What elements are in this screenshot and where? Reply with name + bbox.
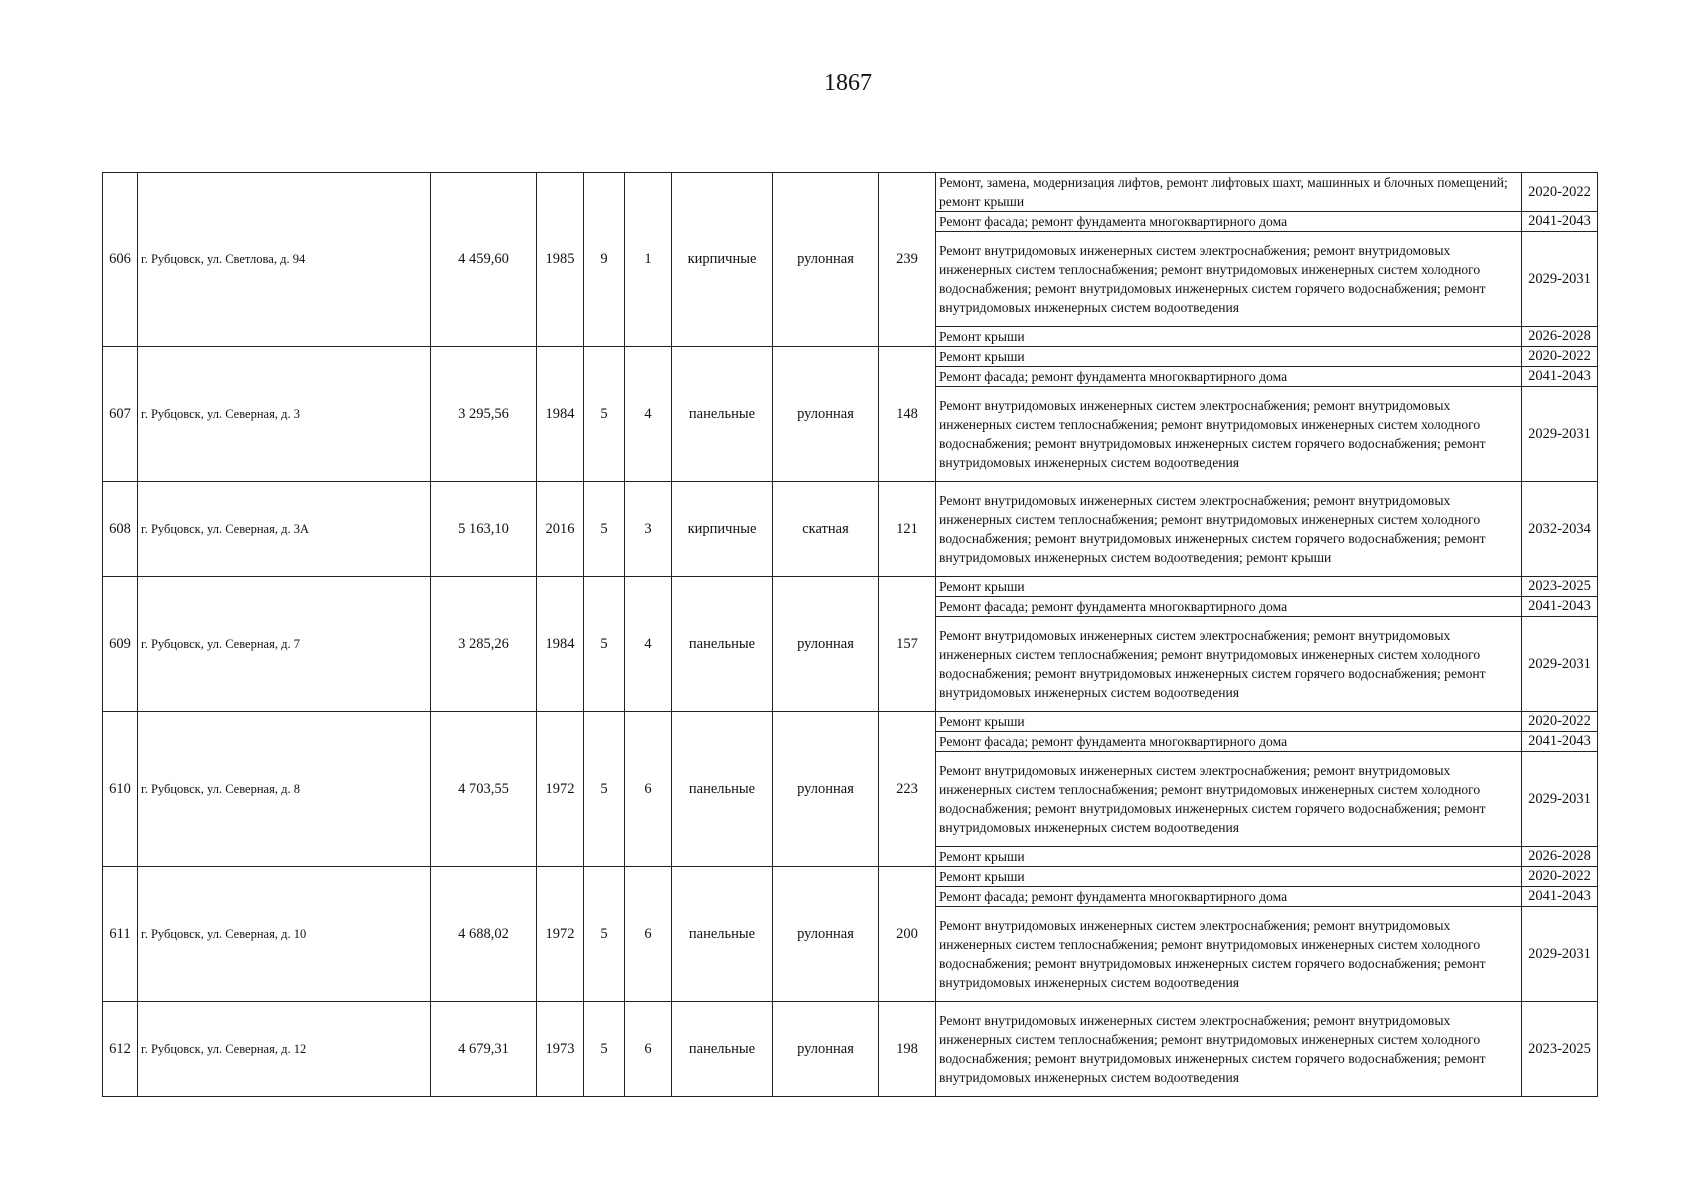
work-period: 2041-2043	[1522, 597, 1598, 617]
roof-type: скатная	[773, 482, 879, 577]
wall-material: панельные	[672, 1002, 773, 1097]
work-description: Ремонт внутридомовых инженерных систем электроснабжения; ремонт внутридомовых инженерных систем теплоснабжения; ремонт внутридомовых инженерных систем холодного водоснабжения; ремонт внутридомовых инженерных систем горячего водоснабжения; ремонт внутридомовых инженерных систем водоотведения	[936, 387, 1522, 482]
residents-count: 148	[879, 347, 936, 482]
work-period: 2041-2043	[1522, 732, 1598, 752]
wall-material: кирпичные	[672, 173, 773, 347]
total-area: 3 295,56	[431, 347, 537, 482]
table-row	[103, 867, 1598, 887]
wall-material: панельные	[672, 867, 773, 1002]
work-period: 2029-2031	[1522, 907, 1598, 1002]
floors-count: 5	[584, 482, 625, 577]
work-period: 2020-2022	[1522, 867, 1598, 887]
row-number: 607	[103, 347, 138, 482]
work-period: 2041-2043	[1522, 212, 1598, 232]
work-description: Ремонт крыши	[936, 712, 1522, 732]
row-number: 612	[103, 1002, 138, 1097]
floors-count: 5	[584, 712, 625, 867]
floors-count: 5	[584, 867, 625, 1002]
work-description: Ремонт крыши	[936, 347, 1522, 367]
row-number: 610	[103, 712, 138, 867]
work-description: Ремонт фасада; ремонт фундамента многоквартирного дома	[936, 597, 1522, 617]
table-row	[103, 577, 1598, 597]
floors-count: 9	[584, 173, 625, 347]
work-period: 2029-2031	[1522, 752, 1598, 847]
work-description: Ремонт фасада; ремонт фундамента многоквартирного дома	[936, 367, 1522, 387]
work-description: Ремонт внутридомовых инженерных систем электроснабжения; ремонт внутридомовых инженерных систем теплоснабжения; ремонт внутридомовых инженерных систем холодного водоснабжения; ремонт внутридомовых инженерных систем горячего водоснабжения; ремонт внутридомовых инженерных систем водоотведения	[936, 907, 1522, 1002]
house-address: г. Рубцовск, ул. Северная, д. 8	[138, 712, 431, 867]
build-year: 1972	[537, 712, 584, 867]
wall-material: кирпичные	[672, 482, 773, 577]
work-period: 2029-2031	[1522, 387, 1598, 482]
residents-count: 157	[879, 577, 936, 712]
work-period: 2020-2022	[1522, 347, 1598, 367]
entrances-count: 6	[625, 867, 672, 1002]
work-period: 2041-2043	[1522, 887, 1598, 907]
house-address: г. Рубцовск, ул. Северная, д. 3А	[138, 482, 431, 577]
build-year: 1984	[537, 577, 584, 712]
entrances-count: 4	[625, 347, 672, 482]
roof-type: рулонная	[773, 867, 879, 1002]
work-description: Ремонт внутридомовых инженерных систем электроснабжения; ремонт внутридомовых инженерных систем теплоснабжения; ремонт внутридомовых инженерных систем холодного водоснабжения; ремонт внутридомовых инженерных систем горячего водоснабжения; ремонт внутридомовых инженерных систем водоотведения	[936, 232, 1522, 327]
work-period: 2023-2025	[1522, 577, 1598, 597]
total-area: 4 679,31	[431, 1002, 537, 1097]
work-period: 2023-2025	[1522, 1002, 1598, 1097]
house-address: г. Рубцовск, ул. Светлова, д. 94	[138, 173, 431, 347]
house-address: г. Рубцовск, ул. Северная, д. 7	[138, 577, 431, 712]
roof-type: рулонная	[773, 577, 879, 712]
residents-count: 121	[879, 482, 936, 577]
total-area: 4 459,60	[431, 173, 537, 347]
wall-material: панельные	[672, 712, 773, 867]
roof-type: рулонная	[773, 712, 879, 867]
work-period: 2020-2022	[1522, 173, 1598, 212]
table-row	[103, 173, 1598, 212]
roof-type: рулонная	[773, 1002, 879, 1097]
work-description: Ремонт фасада; ремонт фундамента многоквартирного дома	[936, 212, 1522, 232]
work-period: 2020-2022	[1522, 712, 1598, 732]
residents-count: 198	[879, 1002, 936, 1097]
page-number: 1867	[824, 70, 872, 96]
build-year: 2016	[537, 482, 584, 577]
wall-material: панельные	[672, 577, 773, 712]
roof-type: рулонная	[773, 173, 879, 347]
total-area: 5 163,10	[431, 482, 537, 577]
total-area: 3 285,26	[431, 577, 537, 712]
total-area: 4 703,55	[431, 712, 537, 867]
roof-type: рулонная	[773, 347, 879, 482]
work-description: Ремонт, замена, модернизация лифтов, ремонт лифтовых шахт, машинных и блочных помещений; ремонт крыши	[936, 173, 1522, 212]
table-row	[103, 482, 1598, 577]
work-description: Ремонт крыши	[936, 577, 1522, 597]
table-row	[103, 712, 1598, 732]
row-number: 606	[103, 173, 138, 347]
floors-count: 5	[584, 347, 625, 482]
table-row	[103, 347, 1598, 367]
work-period: 2026-2028	[1522, 847, 1598, 867]
house-address: г. Рубцовск, ул. Северная, д. 3	[138, 347, 431, 482]
work-period: 2029-2031	[1522, 232, 1598, 327]
entrances-count: 3	[625, 482, 672, 577]
work-description: Ремонт крыши	[936, 327, 1522, 347]
housing-registry-table	[102, 172, 1598, 1097]
work-period: 2026-2028	[1522, 327, 1598, 347]
residents-count: 200	[879, 867, 936, 1002]
house-address: г. Рубцовск, ул. Северная, д. 12	[138, 1002, 431, 1097]
work-description: Ремонт крыши	[936, 867, 1522, 887]
work-description: Ремонт внутридомовых инженерных систем электроснабжения; ремонт внутридомовых инженерных систем теплоснабжения; ремонт внутридомовых инженерных систем холодного водоснабжения; ремонт внутридомовых инженерных систем горячего водоснабжения; ремонт внутридомовых инженерных систем водоотведения	[936, 752, 1522, 847]
residents-count: 239	[879, 173, 936, 347]
work-description: Ремонт фасада; ремонт фундамента многоквартирного дома	[936, 887, 1522, 907]
row-number: 608	[103, 482, 138, 577]
build-year: 1972	[537, 867, 584, 1002]
floors-count: 5	[584, 577, 625, 712]
entrances-count: 6	[625, 1002, 672, 1097]
work-description: Ремонт крыши	[936, 847, 1522, 867]
entrances-count: 1	[625, 173, 672, 347]
wall-material: панельные	[672, 347, 773, 482]
row-number: 609	[103, 577, 138, 712]
table-row	[103, 1002, 1598, 1097]
build-year: 1984	[537, 347, 584, 482]
entrances-count: 4	[625, 577, 672, 712]
work-description: Ремонт внутридомовых инженерных систем электроснабжения; ремонт внутридомовых инженерных систем теплоснабжения; ремонт внутридомовых инженерных систем холодного водоснабжения; ремонт внутридомовых инженерных систем горячего водоснабжения; ремонт внутридомовых инженерных систем водоотведения; ремонт крыши	[936, 482, 1522, 577]
work-period: 2032-2034	[1522, 482, 1598, 577]
work-period: 2029-2031	[1522, 617, 1598, 712]
total-area: 4 688,02	[431, 867, 537, 1002]
row-number: 611	[103, 867, 138, 1002]
work-description: Ремонт внутридомовых инженерных систем электроснабжения; ремонт внутридомовых инженерных систем теплоснабжения; ремонт внутридомовых инженерных систем холодного водоснабжения; ремонт внутридомовых инженерных систем горячего водоснабжения; ремонт внутридомовых инженерных систем водоотведения	[936, 617, 1522, 712]
work-description: Ремонт фасада; ремонт фундамента многоквартирного дома	[936, 732, 1522, 752]
work-description: Ремонт внутридомовых инженерных систем электроснабжения; ремонт внутридомовых инженерных систем теплоснабжения; ремонт внутридомовых инженерных систем холодного водоснабжения; ремонт внутридомовых инженерных систем горячего водоснабжения; ремонт внутридомовых инженерных систем водоотведения	[936, 1002, 1522, 1097]
build-year: 1973	[537, 1002, 584, 1097]
house-address: г. Рубцовск, ул. Северная, д. 10	[138, 867, 431, 1002]
build-year: 1985	[537, 173, 584, 347]
floors-count: 5	[584, 1002, 625, 1097]
residents-count: 223	[879, 712, 936, 867]
entrances-count: 6	[625, 712, 672, 867]
work-period: 2041-2043	[1522, 367, 1598, 387]
registry-body	[103, 173, 1598, 1097]
